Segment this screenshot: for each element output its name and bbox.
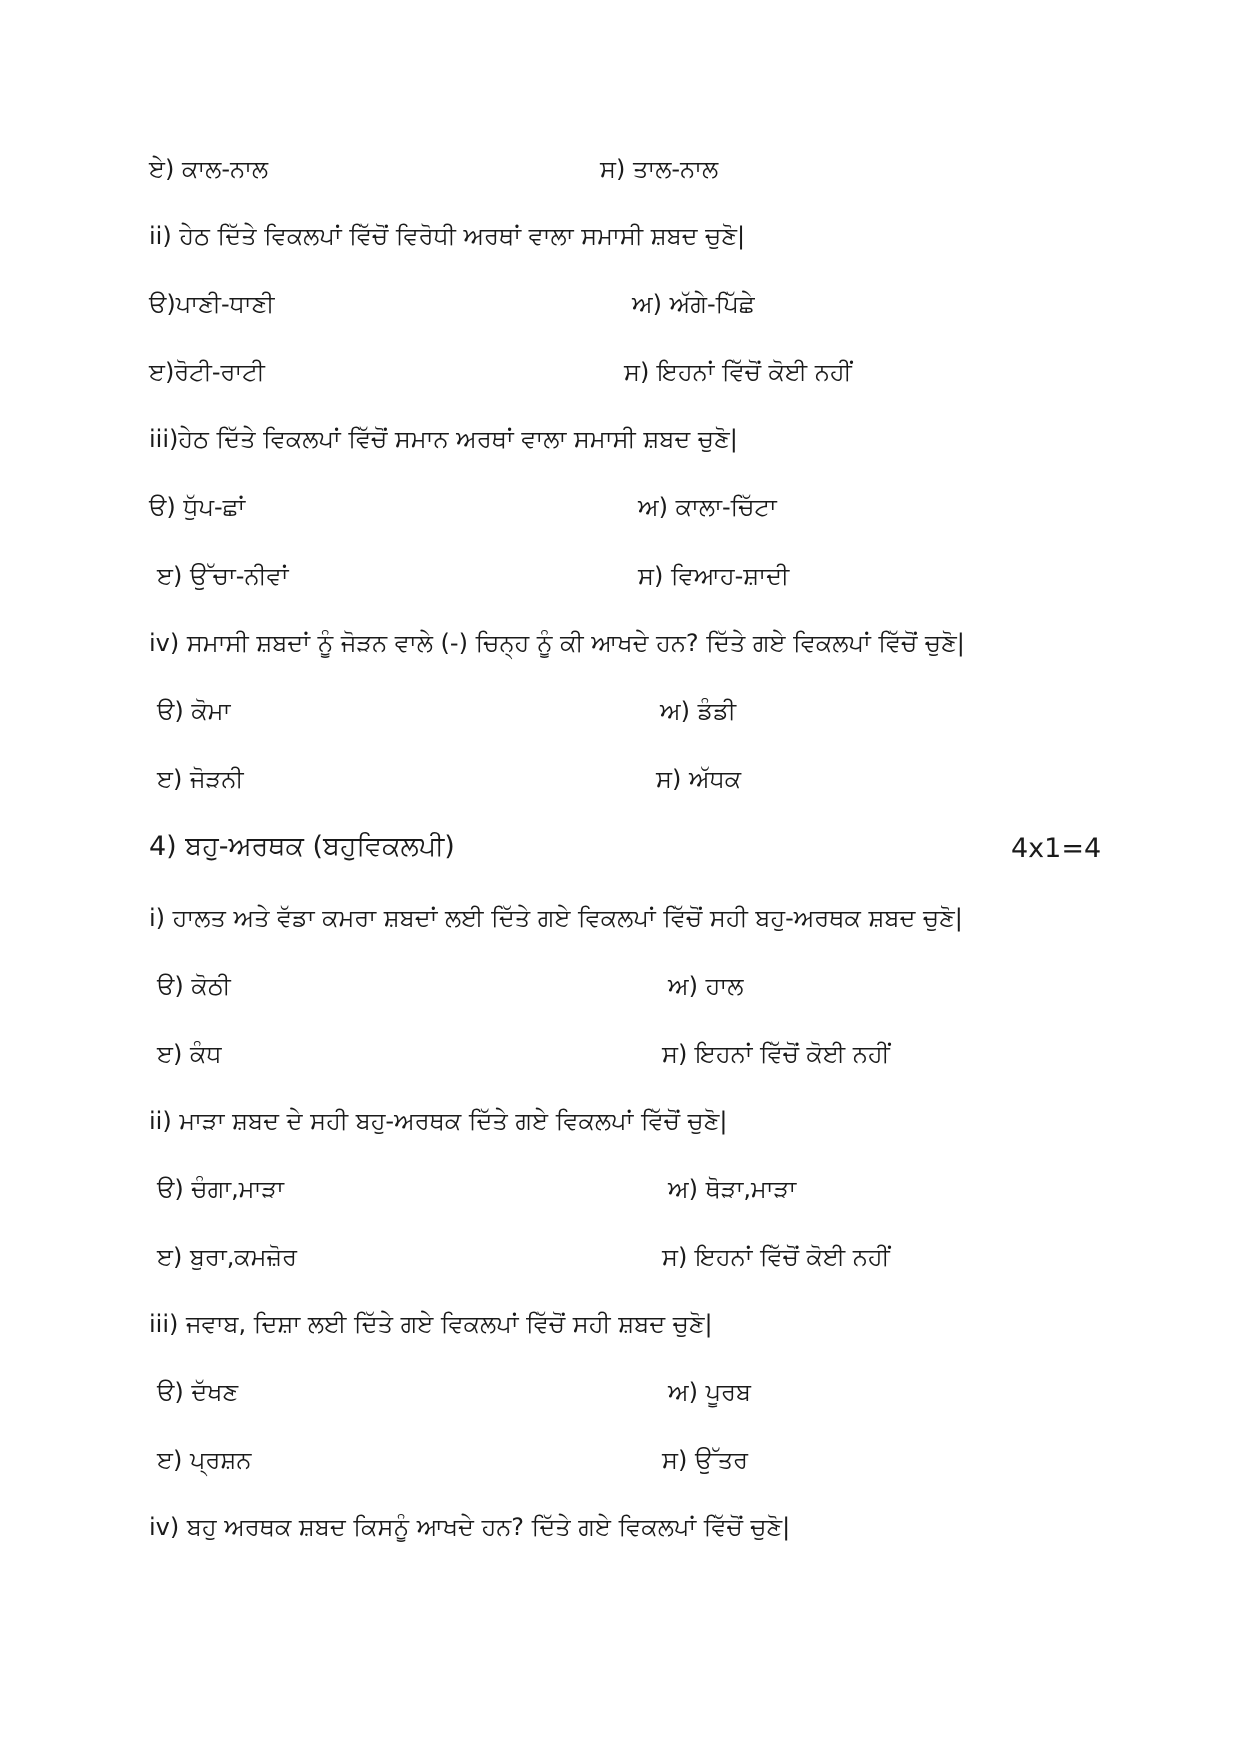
option-s-none: ਸ) ਇਹਨਾਂ ਵਿੱਚੋਂ ਕੋਈ ਨਹੀਂ (624, 358, 852, 386)
option-o-changa-mara: ੳ) ਚੰਗਾ,ਮਾੜਾ (157, 1175, 284, 1203)
option-o-koma: ੳ) ਕੋਮਾ (157, 697, 231, 725)
option-e-uchcha-nivan: ੲ) ਉੱਚਾ-ਨੀਵਾਂ (157, 562, 289, 590)
question-iii-jawab-disha: iii) ਜਵਾਬ, ਦਿਸ਼ਾ ਲਈ ਦਿੱਤੇ ਗਏ ਵਿਕਲਪਾਂ ਵਿੱਚੋਂ ਸਹੀ ਸ਼ਬਦ ਚੁਣੋ| (149, 1310, 713, 1338)
option-s-viah-shadi: ਸ) ਵਿਆਹ-ਸ਼ਾਦੀ (638, 562, 790, 590)
option-s-addhak: ਸ) ਅੱਧਕ (656, 765, 742, 793)
question-ii-opposite: ii) ਹੇਠ ਦਿੱਤੇ ਵਿਕਲਪਾਂ ਵਿੱਚੋਂ ਵਿਰੋਧੀ ਅਰਥਾਂ ਵਾਲਾ ਸਮਾਸੀ ਸ਼ਬਦ ਚੁਣੋ| (149, 222, 746, 250)
option-e-jorni: ੲ) ਜੋੜਨੀ (157, 765, 244, 793)
option-a-kala-chitta: ਅ) ਕਾਲਾ-ਚਿੱਟਾ (638, 493, 777, 521)
option-a-haal: ਅ) ਹਾਲ (668, 972, 744, 1000)
option-a-dandi: ਅ) ਡੰਡੀ (660, 697, 737, 725)
question-iii-similar: iii)ਹੇਠ ਦਿੱਤੇ ਵਿਕਲਪਾਂ ਵਿੱਚੋਂ ਸਮਾਨ ਅਰਥਾਂ ਵਾਲਾ ਸਮਾਸੀ ਸ਼ਬਦ ਚੁਣੋ| (149, 425, 738, 453)
section-marks: 4x1=4 (1011, 833, 1102, 864)
option-a-agge-pichhe: ਅ) ਅੱਗੇ-ਪਿੱਛੇ (632, 290, 755, 318)
option-a-thora-mara: ਅ) ਥੋੜਾ,ਮਾੜਾ (668, 1175, 797, 1203)
question-i-polysemous: i) ਹਾਲਤ ਅਤੇ ਵੱਡਾ ਕਮਰਾ ਸ਼ਬਦਾਂ ਲਈ ਦਿੱਤੇ ਗਏ ਵਿਕਲਪਾਂ ਵਿੱਚੋਂ ਸਹੀ ਬਹੁ-ਅਰਥਕ ਸ਼ਬਦ ਚੁਣੋ| (149, 904, 963, 932)
option-s-tal-nal: ਸ) ਤਾਲ-ਨਾਲ (600, 155, 719, 183)
option-e-kal-nal: ਏ) ਕਾਲ-ਨਾਲ (149, 155, 269, 183)
option-s-none-3: ਸ) ਇਹਨਾਂ ਵਿੱਚੋਂ ਕੋਈ ਨਹੀਂ (662, 1243, 890, 1271)
question-iv-hyphen: iv) ਸਮਾਸੀ ਸ਼ਬਦਾਂ ਨੂੰ ਜੋੜਨ ਵਾਲੇ (-) ਚਿਨ੍ਹ ਨੂੰ ਕੀ ਆਖਦੇ ਹਨ? ਦਿੱਤੇ ਗਏ ਵਿਕਲਪਾਂ ਵਿੱਚੋਂ ਚੁਣੋ| (149, 629, 965, 657)
option-e-kandh: ੲ) ਕੰਧ (157, 1040, 222, 1068)
option-e-bura-kamzor: ੲ) ਬੁਰਾ,ਕਮਜ਼ੋਰ (157, 1243, 298, 1271)
section-heading: 4) ਬਹੁ-ਅਰਥਕ (ਬਹੁਵਿਕਲਪੀ) (149, 831, 455, 862)
option-o-dakhan: ੳ) ਦੱਖਣ (157, 1378, 239, 1406)
option-o-kothi: ੳ) ਕੋਠੀ (157, 972, 231, 1000)
option-o-dhupp-chhan: ੳ) ਧੁੱਪ-ਛਾਂ (149, 493, 246, 521)
option-o-pani-dhani: ੳ)ਪਾਣੀ-ਧਾਣੀ (149, 290, 275, 318)
option-e-roti-rati: ੲ)ਰੋਟੀ-ਰਾਟੀ (149, 358, 265, 386)
question-ii-mara: ii) ਮਾੜਾ ਸ਼ਬਦ ਦੇ ਸਹੀ ਬਹੁ-ਅਰਥਕ ਦਿੱਤੇ ਗਏ ਵਿਕਲਪਾਂ ਵਿੱਚੋਂ ਚੁਣੋ| (149, 1107, 728, 1135)
option-s-uttar: ਸ) ਉੱਤਰ (662, 1446, 748, 1474)
option-s-none-2: ਸ) ਇਹਨਾਂ ਵਿੱਚੋਂ ਕੋਈ ਨਹੀਂ (662, 1040, 890, 1068)
option-e-prashan: ੲ) ਪ੍ਰਸ਼ਨ (157, 1446, 252, 1474)
question-iv-definition: iv) ਬਹੁ ਅਰਥਕ ਸ਼ਬਦ ਕਿਸਨੂੰ ਆਖਦੇ ਹਨ? ਦਿੱਤੇ ਗਏ ਵਿਕਲਪਾਂ ਵਿੱਚੋਂ ਚੁਣੋ| (149, 1513, 791, 1541)
option-a-purab: ਅ) ਪੂਰਬ (668, 1378, 751, 1406)
